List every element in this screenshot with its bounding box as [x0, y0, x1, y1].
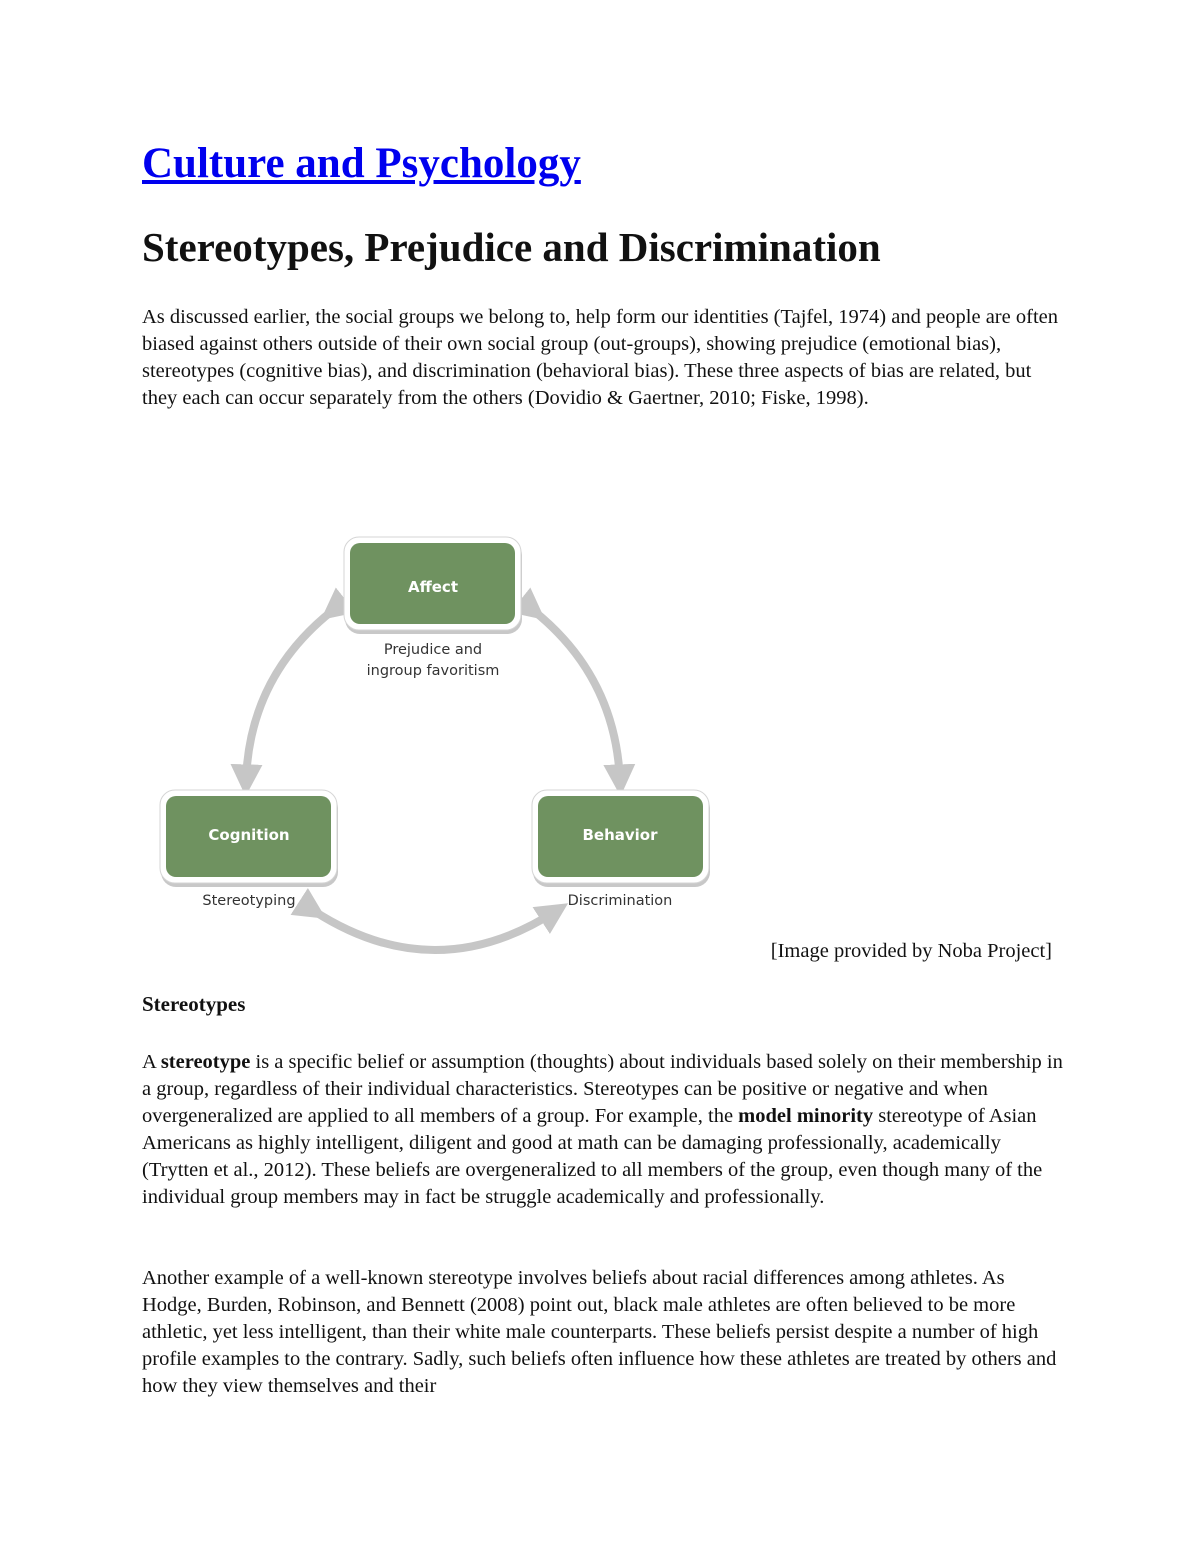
document-title-link[interactable]: Culture and Psychology — [142, 140, 581, 187]
arrow-affect-cognition — [246, 611, 332, 782]
stereotypes-subheading: Stereotypes — [142, 992, 246, 1016]
stereotype-paragraph — [142, 1049, 1067, 1211]
affect-node — [344, 537, 522, 634]
stereotype-text-part1: A — [142, 1051, 161, 1073]
stereotype-text-part3: stereotype of Asian Americans as highly intelligent, diligent and good at math can be damaging professionally, academically (Trytten et al., 2012). These beliefs are overgeneralized to all members of the group, even though many of the individual group members may in fact be struggle academically and professionally. — [142, 1105, 1043, 1208]
athletes-paragraph: Another example of a well-known stereotype involves beliefs about racial differences among athletes. As Hodge, Burden, Robinson, and Bennett (2008) point out, black male athletes are often believed to be more athletic, yet less intelligent, than their white male counterparts. These beliefs persist despite a number of high profile examples to the contrary. Sadly, such beliefs often influence how these athletes are treated by others and how they view themselves and their — [142, 1267, 1057, 1397]
affect-caption-line2: ingroup favoritism — [366, 663, 500, 679]
cognition-label: Cognition — [208, 826, 290, 844]
bias-diagram — [142, 527, 1067, 967]
image-credit: [Image provided by Noba Project] — [770, 940, 1052, 962]
cognition-caption: Stereotyping — [202, 893, 296, 909]
stereotype-text-part2: is a specific belief or assumption (thoughts) about individuals based solely on their membership in a group, regardless of their individual characteristics. Stereotypes can be positive or negative and when overgeneralized are applied to all members of a group. For example, the — [142, 1051, 1063, 1127]
affect-label: Affect — [408, 578, 458, 596]
behavior-label: Behavior — [582, 826, 658, 844]
arrow-affect-behavior — [534, 611, 620, 782]
cognition-node — [160, 790, 338, 887]
behavior-node — [532, 790, 710, 887]
intro-paragraph: As discussed earlier, the social groups we belong to, help form our identities (Tajfel, 1974) and people are often biased against others outside of their own social group (out-groups), showing prejudice (emotional bias), stereotypes (cognitive bias), and discrimination (behavioral bias). These three aspects of bias are related, but they each can occur separately from the others (Dovidio & Gaertner, 2010; Fiske, 1998). — [142, 306, 1058, 410]
model-minority-term: model minority — [738, 1105, 874, 1127]
stereotype-term: stereotype — [160, 1051, 251, 1073]
behavior-caption: Discrimination — [567, 893, 673, 909]
document-page — [142, 140, 1067, 412]
diagram-svg — [142, 527, 1067, 967]
affect-caption-line1: Prejudice and — [383, 642, 483, 658]
section-title: Stereotypes, Prejudice and Discrimination — [142, 224, 881, 271]
